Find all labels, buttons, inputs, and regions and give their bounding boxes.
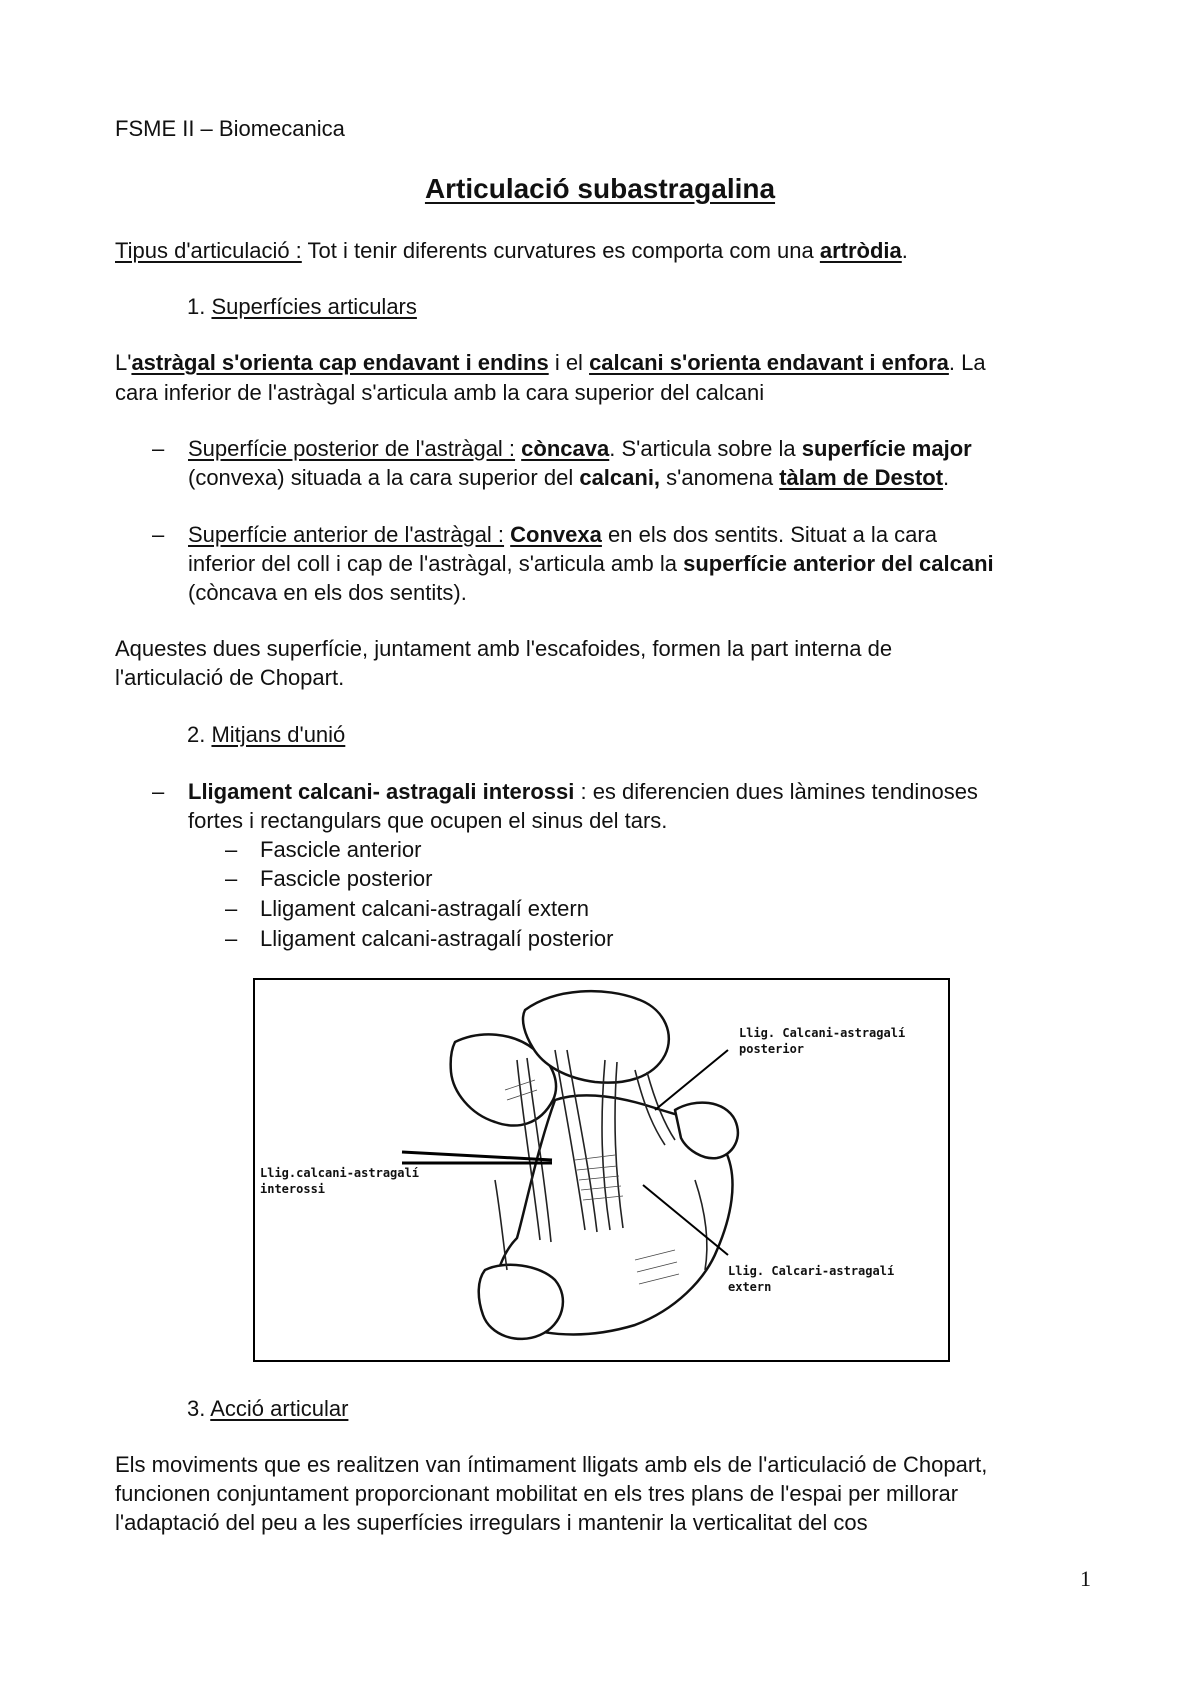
paragraph-3-line-2: funcionen conjuntament proporcionant mobilitat en els tres plans de l'espai per millorar: [115, 1481, 959, 1506]
articulation-type-line: [115, 236, 908, 265]
dash-bullet: –: [225, 896, 238, 921]
section-1-number: 1.: [187, 294, 212, 319]
label-extern-line-2: extern: [728, 1280, 772, 1294]
section-3-label: Acció articular: [210, 1396, 349, 1421]
section-2-number: 2.: [187, 722, 212, 747]
type-end: .: [901, 238, 908, 263]
dash-bullet: –: [152, 779, 165, 804]
bullet-2-line-2: [188, 549, 994, 578]
paragraph-3-line-3: l'adaptació del peu a les superfícies irregulars i mantenir la verticalitat del cos: [115, 1510, 868, 1535]
b1-l2c: s'anomena: [660, 465, 780, 490]
label-interossi-line-2: interossi: [260, 1182, 326, 1196]
p1-c: i el: [548, 350, 590, 375]
b1-l2b: calcani,: [579, 465, 661, 490]
label-posterior-line-1: Llig. Calcani-astragalí: [739, 1026, 906, 1040]
sub-item: Fascicle anterior: [260, 837, 422, 862]
b1-bold2: superfície major: [801, 436, 972, 461]
dash-bullet: –: [152, 522, 165, 547]
p1-d: calcani s'orienta endavant i enfora: [589, 350, 949, 375]
b2-bold1: Convexa: [510, 522, 602, 547]
sub-item: Fascicle posterior: [260, 866, 433, 891]
bullet-2-line-3: (còncava en els dos sentits).: [188, 580, 467, 605]
ligament-figure: [253, 978, 950, 1362]
label-interossi-line-1: Llig.calcani-astragalí: [260, 1166, 419, 1180]
p1-b: astràgal s'orienta cap endavant i endins: [131, 350, 549, 375]
dash-bullet: –: [225, 837, 238, 862]
b1-l2e: .: [943, 465, 950, 490]
b1-label: Superfície posterior de l'astràgal :: [188, 436, 516, 461]
b3-t1: : es diferencien dues làmines tendinoses: [574, 779, 978, 804]
sub-item: Lligament calcani-astragalí extern: [260, 896, 589, 921]
bullet-1-line-2: [188, 463, 949, 492]
sub-item: Lligament calcani-astragalí posterior: [260, 926, 614, 951]
type-text: Tot i tenir diferents curvatures es comporta com una: [301, 238, 820, 263]
b1-t1: . S'articula sobre la: [609, 436, 802, 461]
b1-l2d: tàlam de Destot: [779, 465, 944, 490]
bullet-1-line-1: [188, 434, 972, 463]
b2-t1: en els dos sentits. Situat a la cara: [601, 522, 937, 547]
section-heading-2: [187, 720, 345, 749]
type-bold: artròdia: [819, 238, 902, 263]
dash-bullet: –: [225, 926, 238, 951]
p1-a: L': [115, 350, 132, 375]
section-heading-3: [187, 1394, 348, 1423]
section-2-label: Mitjans d'unió: [211, 722, 346, 747]
bullet-3-line-2: fortes i rectangulars que ocupen el sinus del tars.: [188, 808, 668, 833]
label-posterior-line-2: posterior: [739, 1042, 805, 1056]
b2-l2b: superfície anterior del calcani: [683, 551, 994, 576]
section-3-number: 3.: [187, 1396, 211, 1421]
p1-e: . La: [948, 350, 986, 375]
type-label: Tipus d'articulació :: [115, 238, 302, 263]
paragraph-2-line-1: Aquestes dues superfície, juntament amb l'escafoides, formen la part interna de: [115, 636, 893, 661]
b2-l2a: inferior del coll i cap de l'astràgal, s'articula amb la: [188, 551, 684, 576]
b1-l2a: (convexa) situada a la cara superior del: [188, 465, 580, 490]
label-extern-line-1: Llig. Calcari-astragalí: [728, 1264, 895, 1278]
page-title: Articulació subastragalina: [424, 173, 776, 204]
section-1-label: Superfícies articulars: [211, 294, 417, 319]
paragraph-1-line-2: cara inferior de l'astràgal s'articula amb la cara superior del calcani: [115, 380, 765, 405]
paragraph-3-line-1: Els moviments que es realitzen van íntimament lligats amb els de l'articulació de Chopart,: [115, 1452, 988, 1477]
paragraph-1-line-1: [115, 348, 986, 377]
dash-bullet: –: [225, 866, 238, 891]
b2-label: Superfície anterior de l'astràgal :: [188, 522, 505, 547]
bullet-3-line-1: [188, 777, 978, 806]
dash-bullet: –: [152, 436, 165, 461]
document-header: FSME II – Biomecanica: [115, 116, 345, 141]
bullet-2-line-1: [188, 520, 937, 549]
paragraph-2-line-2: l'articulació de Chopart.: [115, 665, 345, 690]
b3-bold: Lligament calcani- astragali interossi: [188, 779, 575, 804]
section-heading-1: [187, 292, 417, 321]
b1-bold1: còncava: [521, 436, 610, 461]
page-number: 1: [1080, 1566, 1091, 1591]
